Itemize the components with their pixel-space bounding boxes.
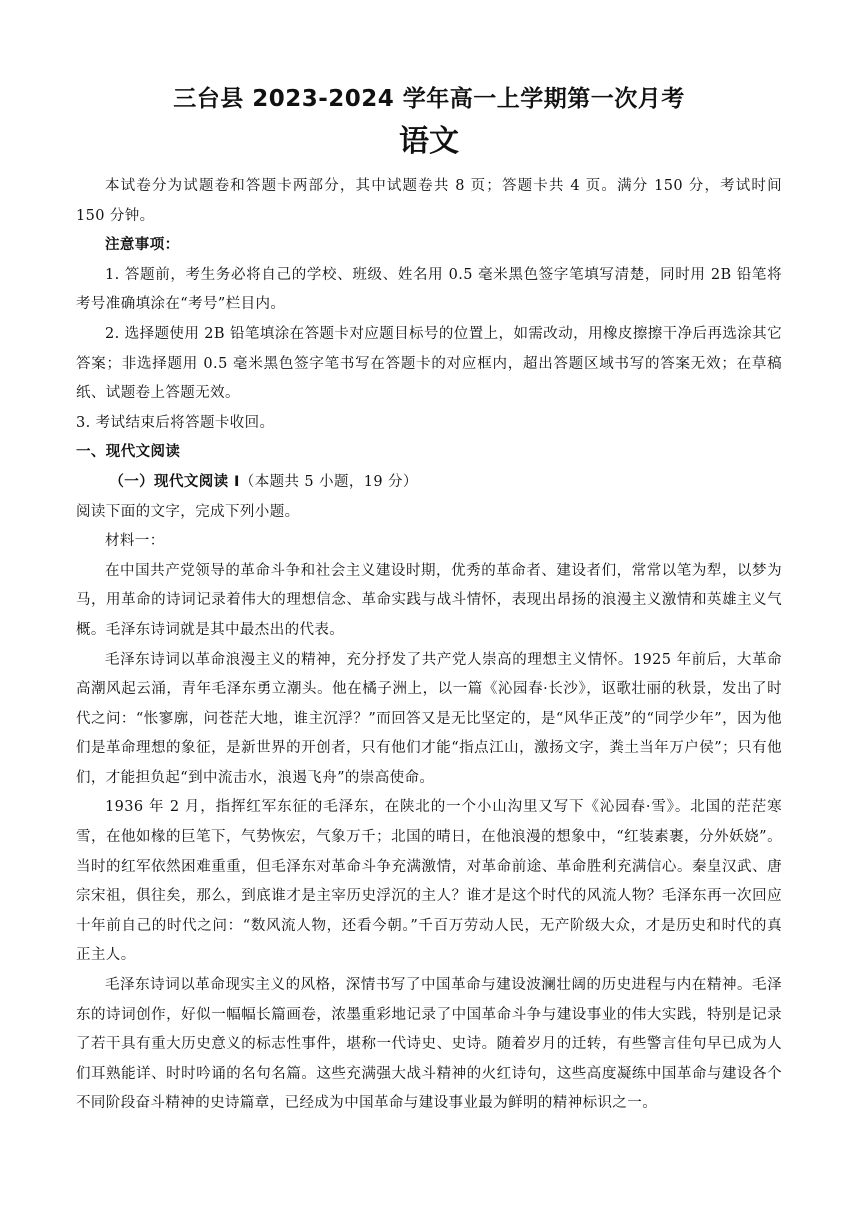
notice-item-3: 3. 考试结束后将答题卡收回。 <box>76 414 275 431</box>
subject-title: 语文 <box>399 124 459 159</box>
passage-paragraph: 毛泽东诗词以革命现实主义的风格，深情书写了中国革命与建设波澜壮阔的历史进程与内在精神。毛泽东的诗词创作，好似一幅幅长篇画卷，浓墨重彩地记录了中国革命斗争与建设事业的伟大实践，特别是记录了若干具有重大历史意义的标志性事件，堪称一代诗史、史诗。随着岁月的迁转，有些警言佳句早已成为人们耳熟能详、时时吟诵的名句名篇。这些充满强大战斗精神的火红诗句，这些高度凝练中国革命与建设各个不同阶段奋斗精神的史诗篇章，已经成为中国革命与建设事业最为鲜明的精神标识之一。 <box>76 977 782 1112</box>
notice-heading: 注意事项： <box>105 237 180 254</box>
notice-item-2: 2. 选择题使用 2B 铅笔填涂在答题卡对应题目标号的位置上，如需改动，用橡皮擦擦干净后再选涂其它答案；非选择题用 0.5 毫米黑色签字笔书写在答题卡的对应框内，超出答题区域书写的答案无效；在草稿纸、试题卷上答题无效。 <box>76 325 782 402</box>
subsection-heading <box>76 468 782 498</box>
notice-item-1: 1. 答题前，考生务必将自己的学校、班级、姓名用 0.5 毫米黑色签字笔填写清楚，同时用 2B 铅笔将考号准确填涂在“考号”栏目内。 <box>76 266 782 313</box>
section-heading: 一、现代文阅读 <box>76 444 181 461</box>
reading-instruction: 阅读下面的文字，完成下列小题。 <box>76 503 300 520</box>
exam-intro: 本试卷分为试题卷和答题卡两部分，其中试题卷共 8 页；答题卡共 4 页。满分 150 分，考试时间 150 分钟。 <box>76 178 782 224</box>
subsection-title: （一）现代文阅读 I <box>109 473 240 490</box>
passage-paragraph: 在中国共产党领导的革命斗争和社会主义建设时期，优秀的革命者、建设者们，常常以笔为犁，以梦为马，用革命的诗词记录着伟大的理想信念、革命实践与战斗情怀，表现出昂扬的浪漫主义激情和英雄主义气概。毛泽东诗词就是其中最杰出的代表。 <box>76 562 782 638</box>
subsection-note: （本题共 5 小题，19 分） <box>239 473 418 490</box>
material-label: 材料一： <box>105 533 165 550</box>
passage-paragraph: 毛泽东诗词以革命浪漫主义的精神，充分抒发了共产党人崇高的理想主义情怀。1925 年前后，大革命高潮风起云涌，青年毛泽东勇立潮头。他在橘子洲上，以一篇《沁园春·长沙》，讴歌壮丽的秋景，发出了时代之问：“怅寥廓，问苍茫大地，谁主沉浮？”而回答又是无比坚定的，是“风华正茂”的“同学少年”，因为他们是革命理想的象征，是新世界的开创者，只有他们才能“指点江山，激扬文字，粪土当年万户侯”；只有他们，才能担负起“到中流击水，浪遏飞舟”的崇高使命。 <box>76 651 782 786</box>
passage-paragraph: 1936 年 2 月，指挥红军东征的毛泽东，在陕北的一个小山沟里又写下《沁园春·雪》。北国的茫茫寒雪，在他如椽的巨笔下，气势恢宏，气象万千；北国的晴日，在他浪漫的想象中，“红装素裹，分外妖娆”。当时的红军依然困难重重，但毛泽东对革命斗争充满激情，对革命前途、革命胜利充满信心。秦皇汉武、唐宗宋祖，俱往矣，那么，到底谁才是主宰历史浮沉的主人？谁才是这个时代的风流人物？毛泽东再一次回应十年前自己的时代之问：“数风流人物，还看今朝。”千百万劳动人民，无产阶级大众，才是历史和时代的真正主人。 <box>76 799 782 964</box>
exam-title: 三台县 2023-2024 学年高一上学期第一次月考 <box>173 86 685 112</box>
